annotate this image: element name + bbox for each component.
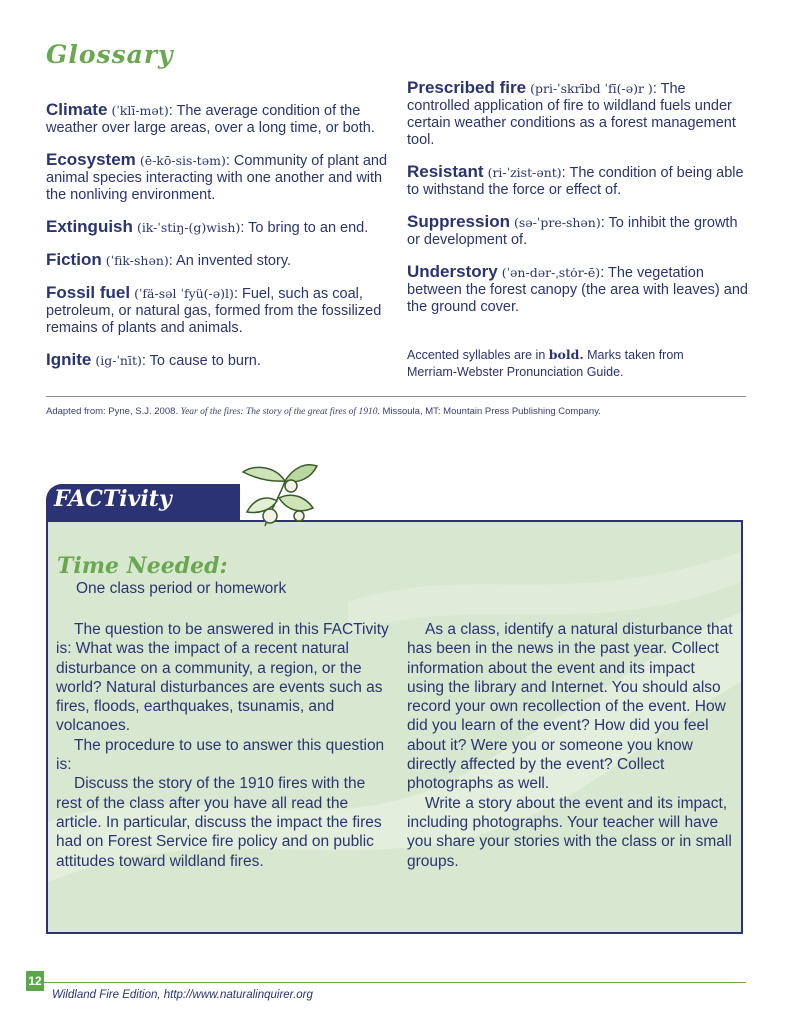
citation-publisher: Missoula, MT: Mountain Press Publishing Company. <box>379 406 601 417</box>
glossary-entry-extinguish <box>46 218 391 237</box>
glossary-entry-prescribed-fire <box>407 79 752 149</box>
glossary-definition: : Community of plant and animal species interacting with one another and with the nonliving environment. <box>46 153 388 203</box>
paragraph: Write a story about the event and its impact, including photographs. Your teacher will have you share your stories with the class or in small groups. <box>407 794 732 870</box>
glossary-term: Suppression <box>407 212 510 231</box>
glossary-pronunciation: (sə-ˈpre-shən) <box>514 215 601 230</box>
time-needed-value: One class period or homework <box>76 580 287 597</box>
factivity-right-column <box>407 620 735 871</box>
pronunciation-note <box>407 346 737 381</box>
glossary-term: Ecosystem <box>46 150 136 169</box>
glossary-entry-ecosystem <box>46 151 391 204</box>
glossary-pronunciation: (ˈfik-shən) <box>105 253 169 268</box>
glossary-entry-understory <box>407 263 752 316</box>
time-needed-heading: Time Needed: <box>57 553 228 579</box>
glossary-definition: : The average condition of the weather over large areas, over a long time, or both. <box>46 103 375 136</box>
glossary-entry-fiction <box>46 251 391 270</box>
glossary-pronunciation: (ˈən-dər-ˌstȯr-ē) <box>501 265 601 280</box>
glossary-term: Resistant <box>407 162 484 181</box>
footer-text: Wildland Fire Edition, http://www.naturalinquirer.org <box>52 989 313 1001</box>
glossary-left-column <box>46 101 391 384</box>
glossary-pronunciation: (ˈfä-səl ˈfyü(-ə)l) <box>134 286 234 301</box>
glossary-title: Glossary <box>46 40 174 69</box>
glossary-definition: : The vegetation between the forest canopy (the area with leaves) and the ground cover. <box>407 265 748 315</box>
glossary-entry-fossil-fuel <box>46 284 391 337</box>
glossary-pronunciation: (ri-ˈzist-ənt) <box>487 165 562 180</box>
page-number-badge: 12 <box>26 971 44 991</box>
glossary-definition: : An invented story. <box>168 253 292 269</box>
divider <box>46 396 746 397</box>
citation-title: Year of the fires: The story of the great fires of 1910. <box>180 407 380 417</box>
note-text-end: Marks taken from Merriam-Webster Pronunciation Guide. <box>407 348 684 379</box>
glossary-right-column <box>407 79 752 330</box>
glossary-entry-climate <box>46 101 391 137</box>
glossary-pronunciation: (ig-ˈnīt) <box>95 353 142 368</box>
glossary-entry-ignite <box>46 351 391 370</box>
paragraph: As a class, identify a natural disturbance that has been in the news in the past year. Collect information about the event and its impact using the library and Internet. You should also record your own recollection of the event. How did you learn of the event? How did you feel about it? Were you or someone you know directly affected by the event? Collect photographs as well. <box>407 621 733 793</box>
note-text: Accented syllables are in <box>407 348 549 362</box>
paragraph: Discuss the story of the 1910 fires with the rest of the class after you have all read the article. In particular, discuss the impact the fires had on Forest Service fire policy and on public attitudes toward wildland fires. <box>56 775 382 870</box>
factivity-left-column <box>56 620 391 871</box>
leaf-sprig-icon <box>225 456 325 532</box>
glossary-definition: : To cause to burn. <box>141 353 261 369</box>
glossary-definition: : The controlled application of fire to wildland fuels under certain weather conditions as a forest management tool. <box>407 81 736 148</box>
glossary-term: Fossil fuel <box>46 283 131 302</box>
glossary-entry-suppression <box>407 213 752 249</box>
glossary-pronunciation: (ˈklī-mət) <box>111 103 169 118</box>
citation <box>46 406 766 417</box>
factivity-title: FACTivity <box>54 486 172 512</box>
glossary-definition: : To bring to an end. <box>240 220 369 236</box>
glossary-entry-resistant <box>407 163 752 199</box>
glossary-term: Climate <box>46 100 108 119</box>
note-bold: bold. <box>548 347 584 362</box>
glossary-pronunciation: (pri-ˈskrībd ˈfī(-ə)r ) <box>530 81 653 96</box>
footer-divider <box>40 982 746 983</box>
glossary-term: Extinguish <box>46 217 133 236</box>
glossary-pronunciation: (ē-kō-sis-təm) <box>139 153 226 168</box>
paragraph: The procedure to use to answer this question is: <box>56 736 385 774</box>
glossary-term: Ignite <box>46 350 92 369</box>
citation-text: Adapted from: Pyne, S.J. 2008. <box>46 406 181 417</box>
paragraph: The question to be answered in this FACTivity is: What was the impact of a recent natural disturbance on a community, a region, or the world? Natural disturbances are events such as fires, floods, earthquakes, tsunamis, and volcanoes. <box>56 621 389 735</box>
glossary-definition: : The condition of being able to withstand the force or effect of. <box>407 165 744 198</box>
glossary-pronunciation: (ik-ˈstiŋ-(g)wish) <box>136 220 241 235</box>
glossary-term: Fiction <box>46 250 102 269</box>
glossary-term: Prescribed fire <box>407 78 527 97</box>
glossary-term: Understory <box>407 262 498 281</box>
glossary-definition: : To inhibit the growth or development of. <box>407 215 738 248</box>
glossary-definition: : Fuel, such as coal, petroleum, or natural gas, formed from the fossilized remains of plants and animals. <box>46 286 382 336</box>
